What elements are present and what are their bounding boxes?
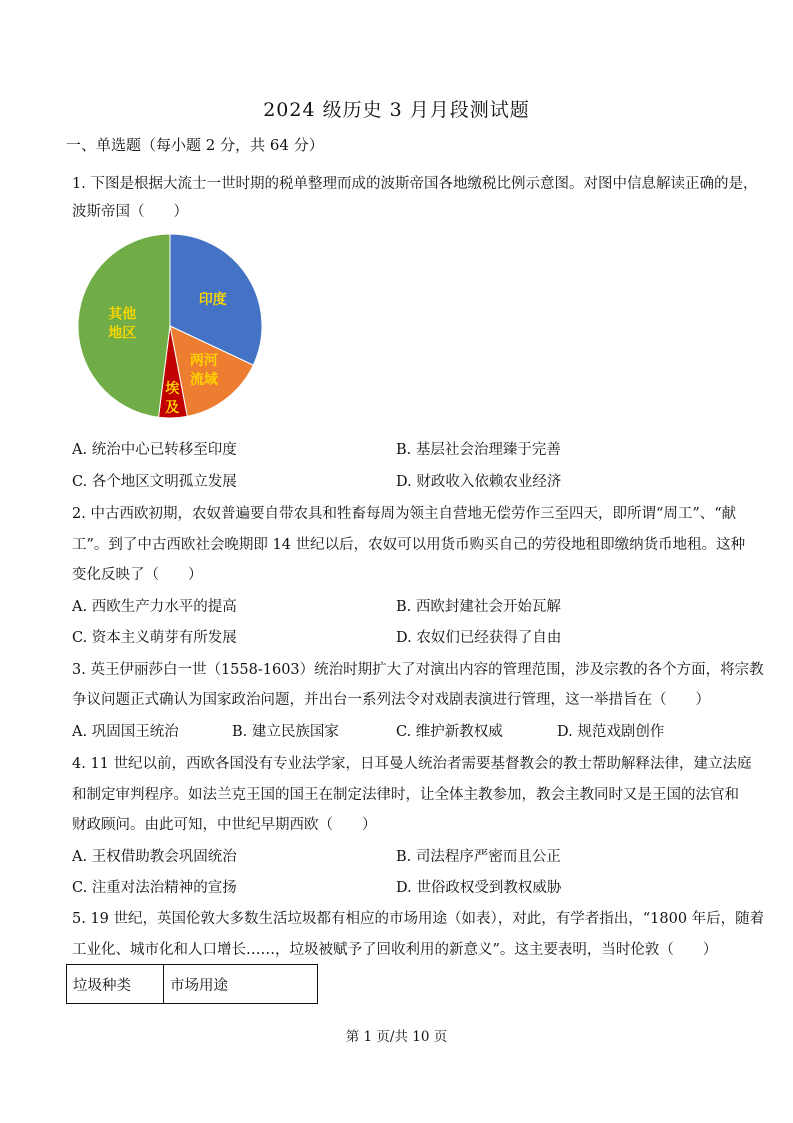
q4-option-a[interactable]: A. 王权借助教会巩固统治 xyxy=(72,849,237,865)
garbage-use-table xyxy=(66,964,318,1004)
q4-option-c[interactable]: C. 注重对法治精神的宣扬 xyxy=(72,880,237,896)
q4-option-d[interactable]: D. 世俗政权受到教权威胁 xyxy=(396,880,562,896)
q4-stem-line3: 财政顾问。由此可知，中世纪早期西欧（ ） xyxy=(72,817,377,833)
page-footer: 第 1 页/共 10 页 xyxy=(345,1029,448,1045)
q3-option-d[interactable]: D. 规范戏剧创作 xyxy=(557,724,665,740)
q2-option-c[interactable]: C. 资本主义萌芽有所发展 xyxy=(72,630,237,646)
q1-option-c[interactable]: C. 各个地区文明孤立发展 xyxy=(72,474,237,490)
table-header-cell: 垃圾种类 xyxy=(67,965,164,1004)
q1-option-b[interactable]: B. 基层社会治理臻于完善 xyxy=(396,442,561,458)
q5-stem-line2: 工业化、城市化和人口增长……，垃圾被赋予了回收利用的新意义”。这主要表明，当时伦敦（ ） xyxy=(72,942,718,958)
q3-option-b[interactable]: B. 建立民族国家 xyxy=(232,724,339,740)
q3-option-c[interactable]: C. 维护新教权威 xyxy=(396,724,503,740)
q5-stem-line1: 5. 19 世纪，英国伦敦大多数生活垃圾都有相应的市场用途（如表），对此，有学者指出，“1800 年后，随着 xyxy=(72,911,765,927)
tax-ratio-pie-chart xyxy=(72,228,268,426)
q2-stem-line1: 2. 中古西欧初期，农奴普遍要自带农具和牲畜每周为领主自营地无偿劳作三至四天，即所谓“周工”、“献 xyxy=(72,506,737,522)
q2-stem-line2: 工”。到了中古西欧社会晚期即 14 世纪以后，农奴可以用货币购买自己的劳役地租即缴纳货币地租。这种 xyxy=(72,537,746,553)
q4-option-b[interactable]: B. 司法程序严密而且公正 xyxy=(396,849,561,865)
q1-stem-line1: 1. 下图是根据大流士一世时期的税单整理而成的波斯帝国各地缴税比例示意图。对图中信息解读正确的是， xyxy=(72,176,758,192)
q3-option-a[interactable]: A. 巩固国王统治 xyxy=(72,724,179,740)
q1-stem-line2: 波斯帝国（ ） xyxy=(72,204,188,220)
q3-stem-line2: 争议问题正式确认为国家政治问题，并出台一系列法令对戏剧表演进行管理，这一举措旨在（ ） xyxy=(72,692,710,708)
q1-option-d[interactable]: D. 财政收入依赖农业经济 xyxy=(396,474,562,490)
q4-stem-line2: 和制定审判程序。如法兰克王国的国王在制定法律时，让全体主教参加，教会主教同时又是王国的法官和 xyxy=(72,787,739,803)
q2-stem-line3: 变化反映了（ ） xyxy=(72,567,203,583)
table-header-cell: 市场用途 xyxy=(164,965,318,1004)
q3-stem-line1: 3. 英王伊丽莎白一世（1558-1603）统治时期扩大了对演出内容的管理范围，涉及宗教的各个方面，将宗教 xyxy=(72,662,764,678)
pie-label-other: 其他地区 xyxy=(108,306,137,342)
q2-option-b[interactable]: B. 西欧封建社会开始瓦解 xyxy=(396,599,561,615)
pie-svg xyxy=(72,228,268,426)
q1-option-a[interactable]: A. 统治中心已转移至印度 xyxy=(72,442,237,458)
q2-option-a[interactable]: A. 西欧生产力水平的提高 xyxy=(72,599,237,615)
table-header-row xyxy=(67,965,318,1004)
q4-stem-line1: 4. 11 世纪以前，西欧各国没有专业法学家，日耳曼人统治者需要基督教会的教士帮助解释法律，建立法庭 xyxy=(72,756,752,772)
pie-label-egypt: 埃及 xyxy=(165,381,180,417)
pie-label-india: 印度 xyxy=(198,291,227,308)
pie-label-mesopotamia: 两河流域 xyxy=(189,353,218,389)
q2-option-d[interactable]: D. 农奴们已经获得了自由 xyxy=(396,630,562,646)
page-title: 2024 级历史 3 月月段测试题 xyxy=(263,99,530,121)
section-heading: 一、单选题（每小题 2 分，共 64 分） xyxy=(66,136,324,154)
